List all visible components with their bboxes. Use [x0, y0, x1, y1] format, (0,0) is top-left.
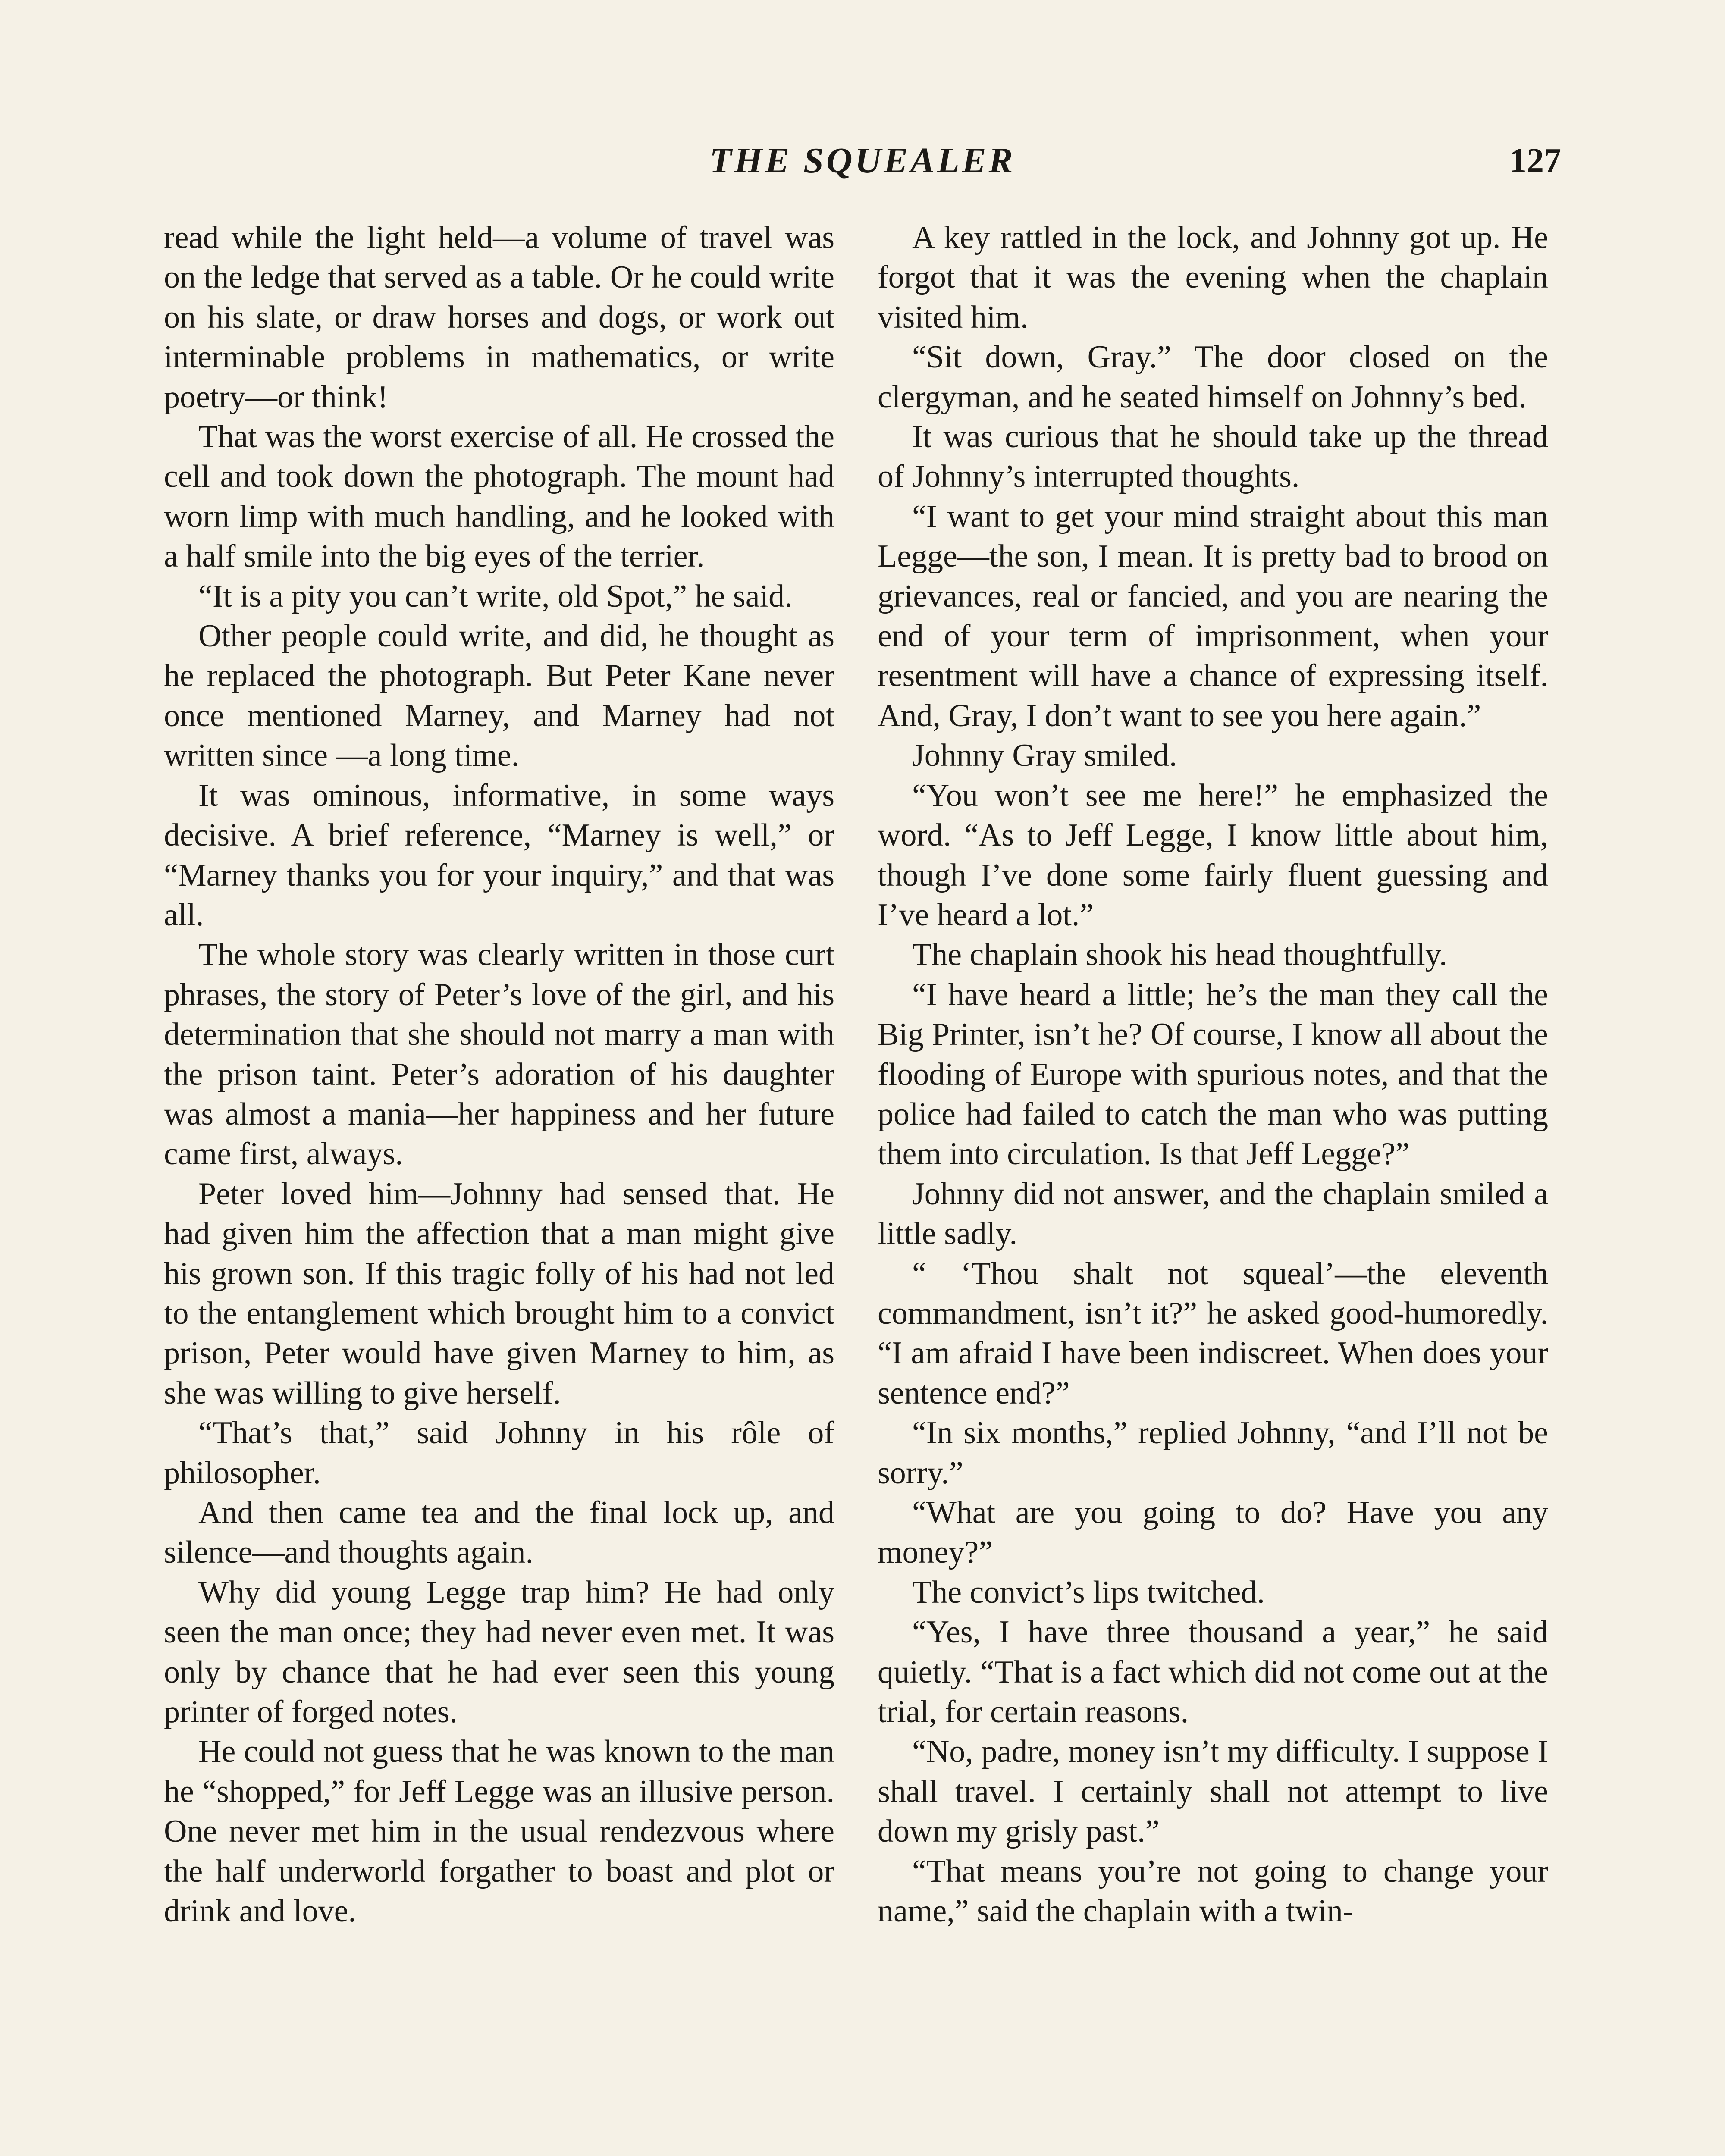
running-title: THE SQUEALER [709, 141, 1016, 181]
paragraph: He could not guess that he was known to the man he “shopped,” for Jeff Legge was an illusive person. One never met him in the usual rendezvous where the half underworld forgather to boast and plot or drink and love. [164, 1734, 834, 1929]
paragraph: The convict’s lips twitched. [912, 1574, 1265, 1610]
paragraph: “ ‘Thou shalt not squeal’—the eleventh commandment, isn’t it?” he asked good-humoredly. “I am afraid I have been indiscreet. When does your sentence end?” [878, 1256, 1548, 1411]
paragraph: And then came tea and the final lock up, and silence—and thoughts again. [164, 1495, 834, 1570]
paragraph: Johnny did not answer, and the chaplain smiled a little sadly. [878, 1176, 1548, 1252]
paragraph: Other people could write, and did, he thought as he replaced the photograph. But Peter Kane never once mentioned Marney, and Marney had not written since —a long time. [164, 618, 834, 774]
running-head [164, 137, 1561, 185]
paragraph: The chaplain shook his head thoughtfully. [912, 937, 1447, 973]
paragraph: The whole story was clearly written in those curt phrases, the story of Peter’s love of the girl, and his determination that she should not marry a man with the prison taint. Peter’s adoration of his daughter was almost a mania—her happiness and her future came first, always. [164, 937, 834, 1172]
paragraph: Johnny Gray smiled. [912, 738, 1177, 774]
paragraph: Why did young Legge trap him? He had only seen the man once; they had never even met. It was only by chance that he had ever seen this young printer of forged notes. [164, 1574, 834, 1730]
paragraph: “No, padre, money isn’t my difficulty. I suppose I shall travel. I certainly shall not attempt to live down my grisly past.” [878, 1734, 1548, 1849]
right-column [878, 218, 1548, 1931]
paragraph: Peter loved him—Johnny had sensed that. He had given him the affection that a man might give his grown son. If this tragic folly of his had not led to the entanglement which brought him to a convict prison, Peter would have given Marney to him, as she was willing to give herself. [164, 1176, 834, 1411]
paragraph: “That means you’re not going to change your name,” said the chaplain with a twin- [878, 1853, 1548, 1929]
paragraph: That was the worst exercise of all. He crossed the cell and took down the photograph. The mount had worn limp with much handling, and he looked with a half smile into the big eyes of the terrier. [164, 419, 834, 574]
paragraph: “I have heard a little; he’s the man they call the Big Printer, isn’t he? Of course, I know all about the flooding of Europe with spurious notes, and that the police had failed to catch the man who was putting them into circulation. Is that Jeff Legge?” [878, 977, 1548, 1172]
paragraph: “What are you going to do? Have you any money?” [878, 1495, 1548, 1570]
paragraph: It was curious that he should take up the thread of Johnny’s interrupted thoughts. [878, 419, 1548, 495]
paragraph: “Yes, I have three thousand a year,” he said quietly. “That is a fact which did not come out at the trial, for certain reasons. [878, 1614, 1548, 1730]
left-column [164, 218, 834, 1931]
paragraph: read while the light held—a volume of travel was on the ledge that served as a table. Or he could write on his slate, or draw horses and dogs, or work out interminable problems in mathematics, or write poetry—or think! [164, 220, 834, 415]
paragraph: “In six months,” replied Johnny, “and I’ll not be sorry.” [878, 1415, 1548, 1491]
paragraph: A key rattled in the lock, and Johnny got up. He forgot that it was the evening when the chaplain visited him. [878, 220, 1548, 335]
paragraph: “I want to get your mind straight about this man Legge—the son, I mean. It is pretty bad to brood on grievances, real or fancied, and you are nearing the end of your term of imprisonment, when your resentment will have a chance of expressing itself. And, Gray, I don’t want to see you here again.” [878, 498, 1548, 733]
paragraph: “Sit down, Gray.” The door closed on the clergyman, and he seated himself on Johnny’s bed. [878, 339, 1548, 415]
page-number: 127 [1509, 142, 1561, 180]
paragraph: “It is a pity you can’t write, old Spot,” he said. [198, 578, 793, 614]
paragraph: “You won’t see me here!” he emphasized the word. “As to Jeff Legge, I know little about him, though I’ve done some fairly fluent guessing and I’ve heard a lot.” [878, 777, 1548, 933]
paragraph: It was ominous, informative, in some ways decisive. A brief reference, “Marney is well,” or “Marney thanks you for your inquiry,” and that was all. [164, 777, 834, 933]
paragraph: “That’s that,” said Johnny in his rôle of philosopher. [164, 1415, 834, 1491]
